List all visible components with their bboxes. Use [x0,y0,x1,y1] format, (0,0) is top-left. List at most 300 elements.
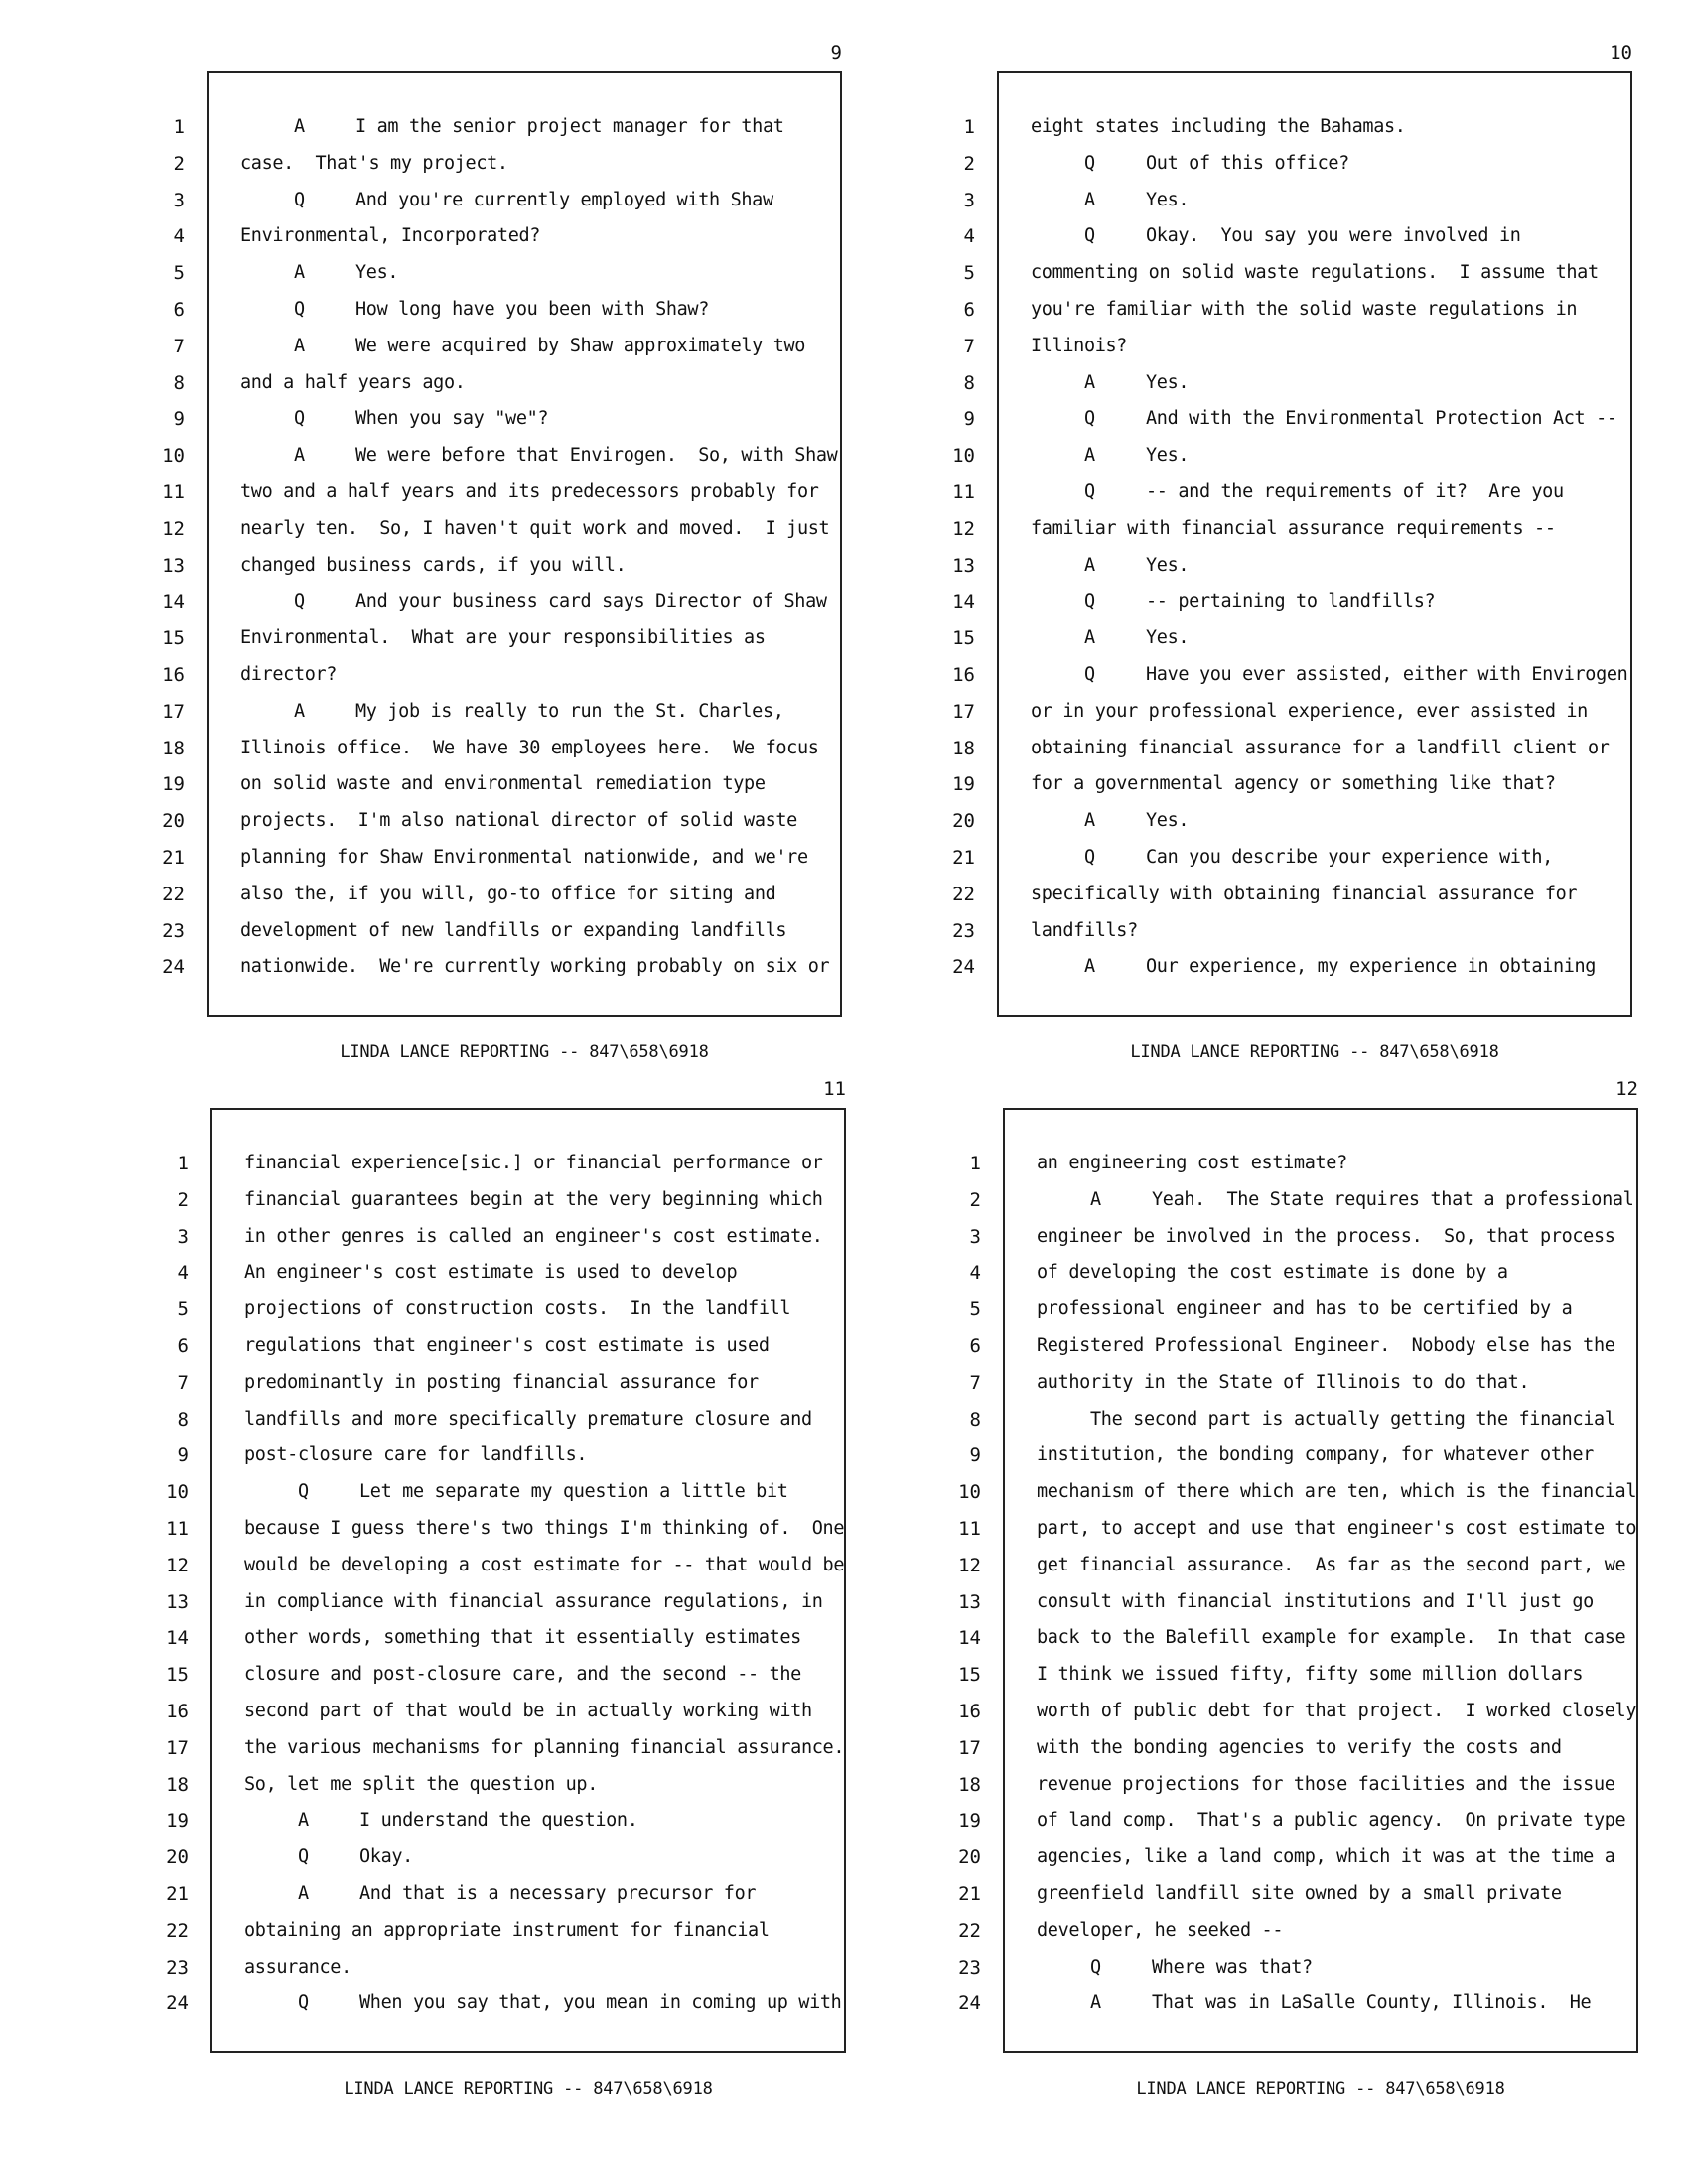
line-text: My job is really to run the St. Charles, [355,700,784,722]
line-number: 16 [958,1700,981,1722]
line-text: revenue projections for those facilities and the issue [1037,1773,1615,1795]
line-number: 18 [162,737,185,759]
line-number: 11 [162,480,185,503]
line-text: engineer be involved in the process. So, that process [1037,1225,1615,1247]
line-text: How long have you been with Shaw? [355,298,710,320]
line-number: 4 [173,225,185,248]
line-text: on solid waste and environmental remediation type [240,773,766,795]
line-text: Have you ever assisted, either with Envirogen [1146,663,1628,685]
line-number: 4 [969,1262,981,1285]
line-text: mechanism of there which are ten, which is the financial [1037,1481,1637,1503]
transcript-line [1031,401,1616,438]
line-number: 18 [166,1773,189,1796]
line-text: projects. I'm also national director of solid waste [240,810,797,832]
line-text: Yeah. The State requires that a professional [1152,1188,1634,1210]
line-number: 18 [952,737,975,759]
transcript-line [244,1803,830,1840]
line-text: specifically with obtaining financial assurance for [1031,883,1578,904]
speaker-label: Q [1084,225,1095,247]
line-number: 17 [952,700,975,723]
page-number: 10 [1610,42,1632,64]
line-number: 8 [177,1408,189,1431]
line-number: 15 [166,1664,189,1687]
line-number: 13 [162,554,185,577]
transcript-line [240,913,826,950]
line-number: 1 [173,116,185,138]
speaker-label: Q [298,1992,309,2014]
line-number: 13 [166,1590,189,1613]
transcript-line [1037,1219,1622,1256]
line-text: I think we issued fifty, fifty some million dollars [1037,1664,1584,1686]
speaker-label: Q [1084,480,1095,502]
line-text: landfills and more specifically premature closure and [244,1408,812,1430]
line-text: you're familiar with the solid waste regulations in [1031,298,1578,320]
line-text: would be developing a cost estimate for -- that would be [244,1554,845,1575]
transcript-line [1031,548,1616,585]
transcript-text [1031,109,1628,986]
line-number: 19 [162,773,185,796]
line-number: 13 [958,1590,981,1613]
transcript-line [1031,292,1616,329]
transcript-line [1031,620,1616,657]
transcript-line [240,401,826,438]
transcript-line [240,620,826,657]
line-text: with the bonding agencies to verify the costs and [1037,1736,1562,1758]
page-number: 11 [823,1078,846,1100]
line-text: or in your professional experience, ever assisted in [1031,700,1588,722]
line-text: for a governmental agency or something like that? [1031,773,1556,795]
line-number: 15 [958,1664,981,1687]
line-text: obtaining financial assurance for a landfill client or [1031,737,1610,758]
transcript-line [1031,183,1616,219]
line-text: Our experience, my experience in obtaining [1146,956,1597,978]
line-numbers [943,1146,981,2022]
line-number: 20 [166,1846,189,1869]
line-text: Let me separate my question a little bit [359,1481,788,1503]
line-number: 14 [958,1627,981,1650]
line-number: 21 [958,1882,981,1905]
line-text: -- pertaining to landfills? [1146,591,1436,613]
line-text: second part of that would be in actually working with [244,1700,812,1721]
line-number: 3 [969,1225,981,1248]
line-text: of developing the cost estimate is done by a [1037,1262,1508,1284]
transcript-line [1037,1255,1622,1292]
line-number: 14 [952,591,975,614]
line-number: 7 [177,1371,189,1394]
speaker-label: Q [298,1481,309,1503]
speaker-label: Q [1084,663,1095,685]
line-text: So, let me split the question up. [244,1773,599,1795]
speaker-label: Q [294,298,305,320]
transcript-line [1031,255,1616,292]
line-text: financial experience[sic.] or financial performance or [244,1153,823,1173]
transcript-line [244,1950,830,1986]
line-text: Yes. [1146,371,1190,393]
reporter-footer: LINDA LANCE REPORTING -- 847\658\6918 [1136,2079,1505,2099]
line-number: 5 [963,262,975,285]
line-number: 8 [963,371,975,394]
line-text: part, to accept and use that engineer's cost estimate to [1037,1517,1637,1539]
line-numbers [937,109,975,986]
transcript-line [1031,766,1616,803]
line-number: 2 [177,1188,189,1211]
transcript-text [240,109,838,986]
transcript-line [1031,146,1616,183]
line-number: 6 [969,1334,981,1357]
line-text: worth of public debt for that project. I worked closely [1037,1700,1637,1721]
line-text: development of new landfills or expanding landfills [240,919,787,941]
transcript-line [240,877,826,913]
transcript-line [1031,584,1616,620]
line-text: Environmental, Incorporated? [240,225,541,247]
transcript-line [240,438,838,475]
line-numbers [147,109,185,986]
line-number: 18 [958,1773,981,1796]
line-number: 16 [162,663,185,686]
line-numbers [151,1146,189,2022]
line-number: 16 [166,1700,189,1722]
line-number: 5 [177,1298,189,1321]
transcript-line [244,1620,830,1657]
transcript-line [1037,1985,1622,2022]
transcript-line [240,329,826,365]
line-text: because I guess there's two things I'm thinking of. One [244,1517,845,1539]
transcript-line [244,1913,830,1950]
line-text: changed business cards, if you will. [240,554,627,576]
line-number: 23 [166,1956,189,1979]
line-number: 9 [177,1444,189,1467]
line-number: 8 [969,1408,981,1431]
line-text: Environmental. What are your responsibilities as [240,627,766,649]
transcript-line [1037,1950,1622,1986]
transcript-line [240,731,826,767]
transcript-line [244,1730,845,1767]
reporter-footer: LINDA LANCE REPORTING -- 847\658\6918 [340,1042,709,1062]
line-number: 4 [963,225,975,248]
line-text: director? [240,663,338,685]
line-number: 8 [173,371,185,394]
transcript-line [244,1219,830,1256]
line-number: 23 [958,1956,981,1979]
line-number: 20 [162,810,185,833]
line-number: 17 [958,1736,981,1759]
transcript-line [1031,840,1616,877]
transcript-line [1031,694,1616,731]
speaker-label: Q [294,408,305,430]
line-text: in compliance with financial assurance regulations, in [244,1590,823,1612]
transcript-line [244,1511,845,1548]
line-text: I am the senior project manager for that [355,116,784,137]
speaker-label: A [1084,445,1095,467]
line-text: developer, he seeked -- [1037,1919,1284,1941]
line-text: predominantly in posting financial assurance for [244,1371,759,1393]
line-text: commenting on solid waste regulations. I assume that [1031,262,1599,284]
line-text: -- and the requirements of it? Are you [1146,480,1564,502]
transcript-line [240,840,826,877]
transcript-line [244,1365,830,1402]
speaker-label: Q [298,1846,309,1868]
transcript-line [1031,329,1616,365]
line-number: 12 [162,517,185,540]
line-number: 10 [952,445,975,468]
transcript-line [244,1146,830,1182]
line-number: 21 [166,1882,189,1905]
speaker-label: A [1084,189,1095,210]
line-text: in other genres is called an engineer's cost estimate. [244,1225,823,1247]
line-text: When you say that, you mean in coming up with [359,1992,842,2014]
line-text: professional engineer and has to be certified by a [1037,1298,1573,1320]
speaker-label: A [294,700,305,722]
transcript-line [244,1694,830,1730]
transcript-line [1037,1511,1637,1548]
speaker-label: A [1084,371,1095,393]
line-number: 17 [166,1736,189,1759]
line-text: of land comp. That's a public agency. On private type [1037,1810,1626,1832]
transcript-line [240,292,826,329]
line-text: An engineer's cost estimate is used to develop [244,1262,738,1284]
line-text: Yes. [1146,554,1190,576]
line-number: 1 [177,1153,189,1174]
transcript-line [1037,1803,1626,1840]
line-text: We were acquired by Shaw approximately two [355,335,806,356]
transcript-line [1037,1437,1622,1474]
line-text: When you say "we"? [355,408,549,430]
reporter-footer: LINDA LANCE REPORTING -- 847\658\6918 [1130,1042,1499,1062]
speaker-label: Q [294,591,305,613]
line-number: 9 [963,408,975,431]
line-text: the various mechanisms for planning financial assurance. [244,1736,845,1758]
transcript-line [240,109,826,146]
line-number: 6 [177,1334,189,1357]
transcript-line [1031,511,1616,548]
line-number: 2 [963,152,975,175]
line-number: 19 [958,1810,981,1833]
transcript-line [244,1474,830,1511]
transcript-line [244,1255,830,1292]
line-text: Okay. You say you were involved in [1146,225,1521,247]
line-number: 19 [952,773,975,796]
line-number: 7 [963,335,975,357]
line-text: Illinois office. We have 30 employees here. We focus [240,737,819,758]
line-number: 2 [173,152,185,175]
transcript-line [1031,949,1616,986]
transcript-line [1031,731,1616,767]
transcript-line [1031,218,1616,255]
transcript-line [240,657,826,694]
transcript-line [244,1182,830,1219]
line-number: 17 [162,700,185,723]
line-text: Where was that? [1152,1956,1313,1978]
line-text: eight states including the Bahamas. [1031,116,1406,137]
transcript-line [244,1292,830,1328]
transcript-line [244,1548,845,1584]
speaker-label: A [294,445,305,467]
speaker-label: A [298,1810,309,1832]
line-number: 3 [177,1225,189,1248]
line-text: other words, something that it essentially estimates [244,1627,801,1649]
line-text: obtaining an appropriate instrument for financial [244,1919,770,1941]
line-text: Out of this office? [1146,152,1349,174]
line-number: 5 [969,1298,981,1321]
line-text: Illinois? [1031,335,1128,356]
line-text: Okay. [359,1846,413,1868]
line-text: planning for Shaw Environmental nationwide, and we're [240,846,808,868]
line-number: 14 [162,591,185,614]
transcript-line [1031,877,1616,913]
transcript-line [1031,475,1616,511]
transcript-line [1031,438,1616,475]
transcript-line [240,255,826,292]
line-number: 13 [952,554,975,577]
line-text: Yes. [1146,445,1190,467]
speaker-label: A [298,1882,309,1904]
transcript-line [1037,1548,1626,1584]
line-number: 24 [166,1992,189,2015]
transcript-line [240,548,826,585]
line-text: Yes. [355,262,399,284]
speaker-label: Q [1090,1956,1101,1978]
line-text: And your business card says Director of Shaw [355,591,827,613]
line-text: We were before that Envirogen. So, with Shaw [355,445,838,467]
transcript-line [1037,1328,1622,1365]
line-number: 23 [162,919,185,942]
line-text: familiar with financial assurance requirements -- [1031,517,1556,539]
transcript-line [1037,1767,1622,1804]
transcript-line [1037,1876,1622,1913]
line-text: agencies, like a land comp, which it was at the time a [1037,1846,1615,1868]
transcript-line [240,584,826,620]
line-number: 9 [173,408,185,431]
transcript-line [244,1402,830,1438]
line-number: 15 [952,627,975,650]
speaker-label: Q [1084,591,1095,613]
line-text: post-closure care for landfills. [244,1444,588,1466]
line-number: 10 [166,1481,189,1504]
transcript-line [244,1767,830,1804]
line-number: 22 [166,1919,189,1942]
line-text: regulations that engineer's cost estimate is used [244,1334,770,1356]
transcript-line [244,1840,830,1876]
line-text: Yes. [1146,810,1190,832]
transcript-text [244,1146,845,2022]
line-number: 7 [173,335,185,357]
transcript-line [240,365,826,402]
transcript-line [240,146,826,183]
transcript-line [1031,913,1616,950]
transcript-line [1031,109,1616,146]
transcript-line [1037,1402,1622,1438]
transcript-line [1037,1365,1622,1402]
speaker-label: A [1084,627,1095,649]
line-number: 3 [963,189,975,211]
line-number: 6 [173,298,185,321]
line-text: back to the Balefill example for example. In that case [1037,1627,1626,1649]
speaker-label: A [1084,810,1095,832]
line-text: Yes. [1146,189,1190,210]
transcript-text [1037,1146,1637,2022]
speaker-label: A [294,335,305,356]
transcript-line [1037,1292,1622,1328]
transcript-line [244,1657,830,1694]
line-number: 16 [952,663,975,686]
line-number: 23 [952,919,975,942]
line-number: 5 [173,262,185,285]
transcript-line [1037,1694,1637,1730]
transcript-line [1037,1840,1622,1876]
line-number: 21 [162,846,185,869]
speaker-label: Q [1084,846,1095,868]
line-number: 7 [969,1371,981,1394]
speaker-label: Q [1084,408,1095,430]
line-text: two and a half years and its predecessors probably for [240,480,819,502]
line-number: 4 [177,1262,189,1285]
line-text: And with the Environmental Protection Act -- [1146,408,1617,430]
speaker-label: A [1090,1188,1101,1210]
line-number: 3 [173,189,185,211]
transcript-line [1031,657,1628,694]
line-number: 10 [958,1481,981,1504]
line-number: 21 [952,846,975,869]
page-number: 9 [830,42,842,64]
line-text: financial guarantees begin at the very beginning which [244,1188,823,1210]
line-number: 9 [969,1444,981,1467]
transcript-line [1037,1182,1634,1219]
line-text: institution, the bonding company, for whatever other [1037,1444,1594,1466]
line-number: 6 [963,298,975,321]
line-text: That was in LaSalle County, Illinois. He [1152,1992,1592,2014]
transcript-line [240,694,826,731]
line-text: landfills? [1031,919,1138,941]
speaker-label: A [1090,1992,1101,2014]
transcript-line [240,475,826,511]
line-text: I understand the question. [359,1810,638,1832]
transcript-line [1031,803,1616,840]
line-text: nearly ten. So, I haven't quit work and moved. I just [240,517,830,539]
line-text: an engineering cost estimate? [1037,1153,1347,1173]
transcript-line [244,1437,830,1474]
transcript-line [1037,1146,1622,1182]
transcript-line [1031,365,1616,402]
reporter-footer: LINDA LANCE REPORTING -- 847\658\6918 [344,2079,713,2099]
transcript-line [1037,1474,1637,1511]
speaker-label: A [294,262,305,284]
line-number: 12 [958,1554,981,1576]
line-text: Can you describe your experience with, [1146,846,1553,868]
transcript-line [244,1328,830,1365]
transcript-line [1037,1913,1622,1950]
line-number: 11 [958,1517,981,1540]
transcript-line [240,183,826,219]
line-text: Registered Professional Engineer. Nobody else has the [1037,1334,1615,1356]
line-number: 12 [952,517,975,540]
line-number: 10 [162,445,185,468]
line-text: The second part is actually getting the financial [1090,1408,1615,1430]
transcript-line [240,511,830,548]
line-number: 20 [952,810,975,833]
line-number: 20 [958,1846,981,1869]
line-number: 19 [166,1810,189,1833]
line-number: 22 [162,883,185,905]
line-text: And you're currently employed with Shaw [355,189,773,210]
line-text: also the, if you will, go-to office for siting and [240,883,776,904]
line-number: 15 [162,627,185,650]
line-number: 24 [952,956,975,979]
page-number: 12 [1615,1078,1638,1100]
line-number: 1 [963,116,975,138]
transcript-line [240,803,826,840]
transcript-line [1037,1730,1622,1767]
line-text: authority in the State of Illinois to do that. [1037,1371,1530,1393]
